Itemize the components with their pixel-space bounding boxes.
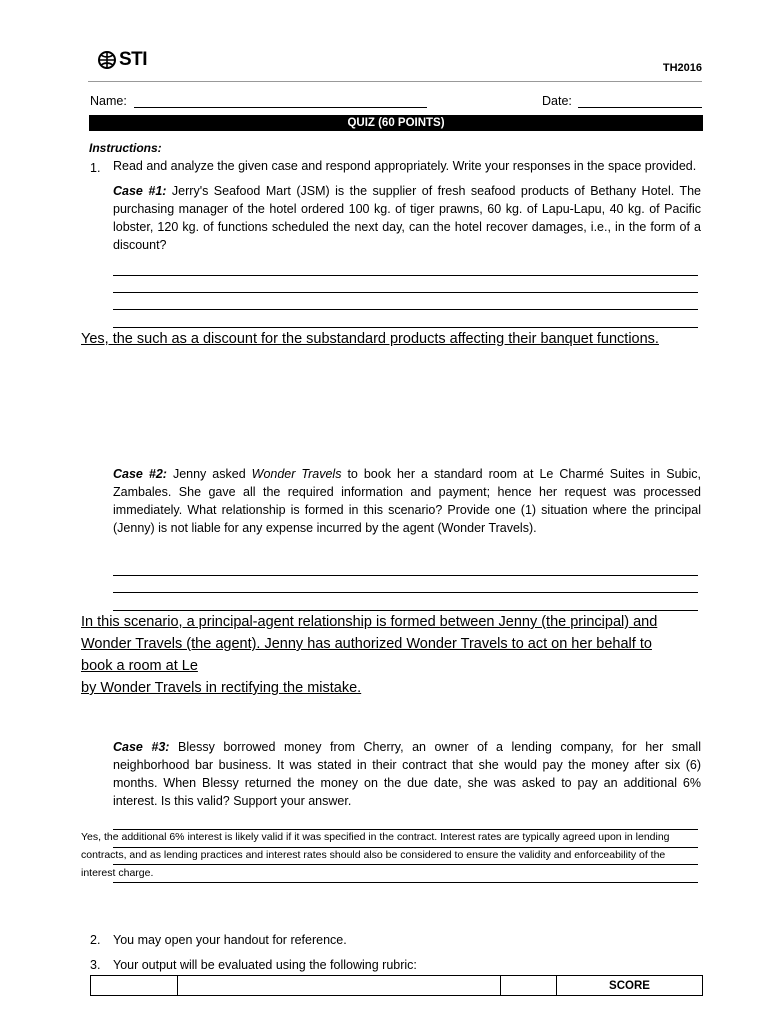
answer-line	[113, 292, 698, 293]
case-text-a: Jenny asked	[166, 467, 252, 481]
quiz-title: QUIZ (60 POINTS)	[89, 115, 703, 131]
case-text: Jerry's Seafood Mart (JSM) is the supplier of fresh seafood products of Bethany Hotel. The purchasing manager of the hotel ordered 100 kg. of tiger prawns, 60 kg. of Lapu-Lapu, 40 kg. of Pacific lobster, 120 kg. of functions scheduled the next day, can the hotel recover damages, i.e., in the form of a discount?	[113, 184, 701, 252]
name-field	[90, 94, 427, 108]
table-cell	[178, 976, 501, 996]
answer-3	[81, 828, 699, 882]
instruction-text-2: You may open your handout for reference.	[113, 933, 347, 947]
instructions-heading: Instructions:	[89, 141, 162, 155]
case-text-italic: Wonder Travels	[251, 467, 342, 481]
answer-line-text: In this scenario, a principal-agent relationship is formed between Jenny (the principal) and	[81, 614, 658, 630]
instruction-text-3: Your output will be evaluated using the following rubric:	[113, 958, 417, 972]
answer-2	[81, 611, 711, 699]
date-field	[542, 94, 702, 108]
header-divider	[88, 81, 702, 82]
sti-logo	[97, 49, 147, 71]
answer-1: Yes, the such as a discount for the substandard products affecting their banquet functions.	[81, 331, 659, 347]
table-row	[91, 976, 703, 996]
date-label: Date:	[542, 94, 572, 108]
answer-line-text: by Wonder Travels in rectifying the mistake.	[81, 680, 362, 696]
item-number: 2.	[90, 933, 101, 947]
date-blank	[578, 95, 702, 108]
rubric-table	[90, 975, 703, 996]
case-3	[113, 738, 701, 810]
document-code: TH2016	[662, 62, 702, 74]
table-cell	[501, 976, 557, 996]
table-cell	[91, 976, 178, 996]
answer-line-text: Wonder Travels (the agent). Jenny has authorized Wonder Travels to act on her behalf to	[81, 636, 652, 652]
answer-line	[113, 882, 698, 883]
name-blank	[134, 95, 427, 108]
answer-line-text: contracts, and as lending practices and interest rates should also be considered to ensure the validity and enforceability of the	[81, 849, 666, 861]
case-label: Case #2:	[113, 467, 167, 481]
case-text-b: to book her a standard room at Le Charmé Suites in Subic, Zambales. She gave all the required information and payment; hence her request was processed immediately. What relationship is formed in this scenario? Provide one (1) situation where the principal (Jenny) is not liable for any expense incurred by the agent (Wonder Travels).	[113, 467, 701, 535]
instruction-item-1	[90, 159, 100, 177]
case-text: Blessy borrowed money from Cherry, an owner of a lending company, for her small neighborhood bar business. It was stated in their contract that she would pay the money after six (6) months. When Blessy returned the money on the due date, she was asked to pay an additional 6% interest. Is this valid? Support your answer.	[113, 740, 701, 808]
answer-line	[113, 575, 698, 576]
score-header: SCORE	[557, 976, 703, 996]
answer-line	[113, 275, 698, 276]
case-label: Case #1:	[113, 184, 167, 198]
item-number: 1.	[90, 161, 101, 175]
answer-line-text: Yes, the additional 6% interest is likely valid if it was specified in the contract. Interest rates are typically agreed upon in lending	[81, 831, 670, 843]
answer-line	[113, 592, 698, 593]
logo-text: STI	[119, 49, 148, 70]
answer-line	[113, 309, 698, 310]
globe-icon	[97, 50, 117, 70]
answer-line-text: interest charge.	[81, 867, 154, 879]
answer-line-text: book a room at Le	[81, 658, 198, 674]
item-number: 3.	[90, 958, 101, 972]
case-label: Case #3:	[113, 740, 170, 754]
case-1	[113, 182, 701, 254]
name-label: Name:	[90, 94, 127, 108]
case-2	[113, 465, 701, 537]
instruction-text-1: Read and analyze the given case and respond appropriately. Write your responses in the space provided.	[113, 159, 697, 173]
